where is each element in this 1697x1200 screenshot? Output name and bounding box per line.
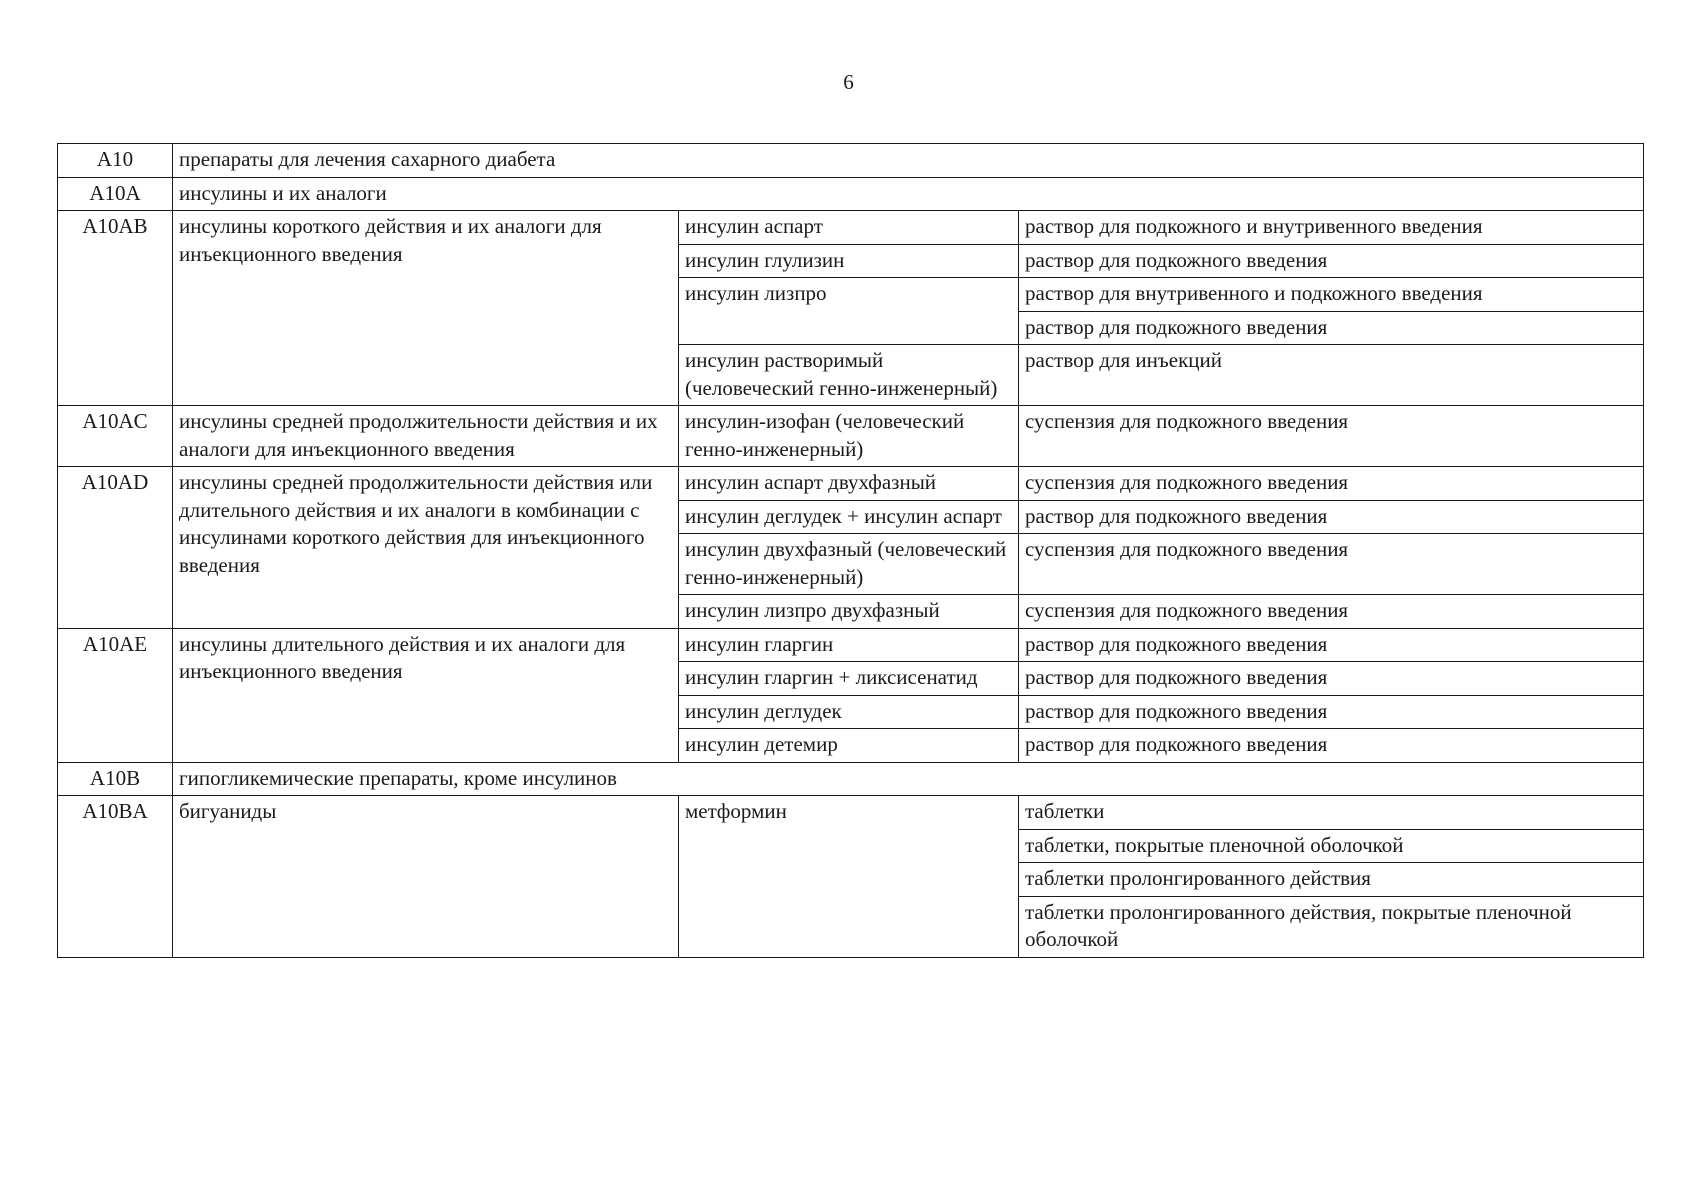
table-row xyxy=(58,467,1644,501)
drug-name: инсулин аспарт двухфазный xyxy=(679,467,1019,501)
table-row xyxy=(58,406,1644,467)
dosage-form: раствор для подкожного введения xyxy=(1019,244,1644,278)
atc-code: A10AB xyxy=(58,211,173,406)
table-row xyxy=(58,211,1644,245)
dosage-form: таблетки пролонгированного действия xyxy=(1019,863,1644,897)
dosage-form: таблетки xyxy=(1019,796,1644,830)
dosage-form: таблетки пролонгированного действия, покрытые пленочной оболочкой xyxy=(1019,896,1644,957)
group-header-row xyxy=(58,177,1644,211)
dosage-form: раствор для подкожного введения xyxy=(1019,695,1644,729)
table-body xyxy=(58,144,1644,958)
dosage-form: суспензия для подкожного введения xyxy=(1019,406,1644,467)
dosage-form: раствор для подкожного введения xyxy=(1019,729,1644,763)
dosage-form: раствор для инъекций xyxy=(1019,345,1644,406)
dosage-form: суспензия для подкожного введения xyxy=(1019,534,1644,595)
atc-code: A10AE xyxy=(58,628,173,762)
drug-name: инсулин лизпро двухфазный xyxy=(679,595,1019,629)
drug-name: инсулин глулизин xyxy=(679,244,1019,278)
group-header-row xyxy=(58,144,1644,178)
drug-name: инсулин двухфазный (человеческий генно-инженерный) xyxy=(679,534,1019,595)
drug-name: инсулин гларгин + ликсисенатид xyxy=(679,662,1019,696)
drug-name: инсулин-изофан (человеческий генно-инженерный) xyxy=(679,406,1019,467)
table-row xyxy=(58,628,1644,662)
atc-code: A10AD xyxy=(58,467,173,629)
atc-code: A10AC xyxy=(58,406,173,467)
drug-name: инсулин аспарт xyxy=(679,211,1019,245)
table-row xyxy=(58,796,1644,830)
drug-name: метформин xyxy=(679,796,1019,958)
dosage-form: раствор для подкожного введения xyxy=(1019,628,1644,662)
dosage-form: суспензия для подкожного введения xyxy=(1019,595,1644,629)
dosage-form: раствор для внутривенного и подкожного введения xyxy=(1019,278,1644,312)
drug-name: инсулин гларгин xyxy=(679,628,1019,662)
atc-group-name: бигуаниды xyxy=(173,796,679,958)
dosage-form: раствор для подкожного введения xyxy=(1019,500,1644,534)
drug-name: инсулин детемир xyxy=(679,729,1019,763)
drug-name: инсулин растворимый (человеческий генно-инженерный) xyxy=(679,345,1019,406)
atc-code: A10B xyxy=(58,762,173,796)
drug-name: инсулин деглудек xyxy=(679,695,1019,729)
dosage-form: раствор для подкожного введения xyxy=(1019,311,1644,345)
drug-name: инсулин деглудек + инсулин аспарт xyxy=(679,500,1019,534)
group-header-row xyxy=(58,762,1644,796)
atc-group-name: инсулины средней продолжительности действия и их аналоги для инъекционного введения xyxy=(173,406,679,467)
dosage-form: таблетки, покрытые пленочной оболочкой xyxy=(1019,829,1644,863)
atc-group-name: инсулины и их аналоги xyxy=(173,177,1644,211)
atc-group-name: гипогликемические препараты, кроме инсулинов xyxy=(173,762,1644,796)
page-number: 6 xyxy=(843,70,854,94)
atc-code: A10 xyxy=(58,144,173,178)
atc-code: A10BA xyxy=(58,796,173,958)
dosage-form: суспензия для подкожного введения xyxy=(1019,467,1644,501)
drug-classification-table xyxy=(57,143,1644,958)
atc-group-name: инсулины средней продолжительности действия или длительного действия и их аналоги в комбинации с инсулинами короткого действия для инъекционного введения xyxy=(173,467,679,629)
atc-code: A10A xyxy=(58,177,173,211)
drug-name: инсулин лизпро xyxy=(679,278,1019,345)
atc-group-name: препараты для лечения сахарного диабета xyxy=(173,144,1644,178)
atc-group-name: инсулины короткого действия и их аналоги для инъекционного введения xyxy=(173,211,679,406)
dosage-form: раствор для подкожного введения xyxy=(1019,662,1644,696)
atc-group-name: инсулины длительного действия и их аналоги для инъекционного введения xyxy=(173,628,679,762)
dosage-form: раствор для подкожного и внутривенного введения xyxy=(1019,211,1644,245)
